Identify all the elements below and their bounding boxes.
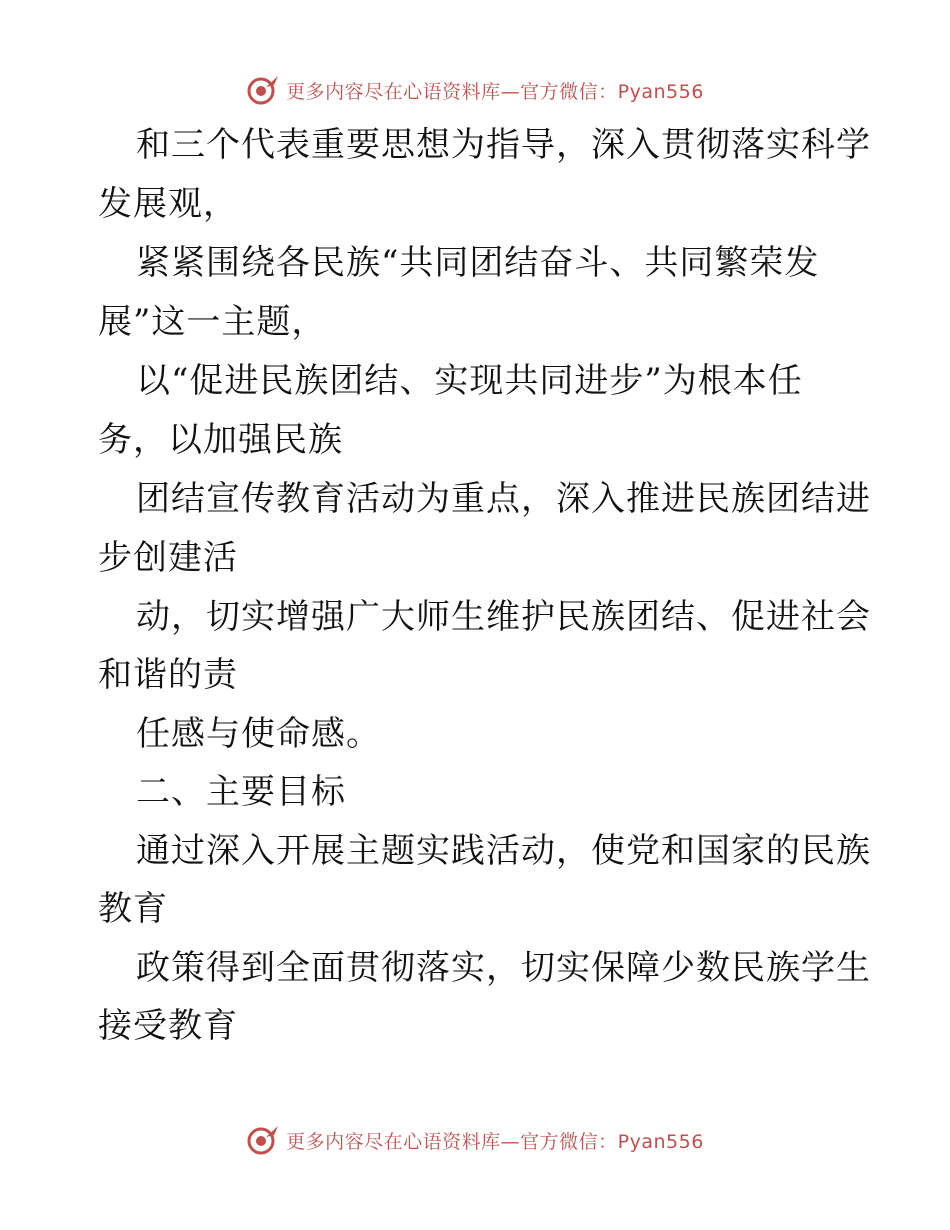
text-line: 发展观， (98, 184, 238, 224)
text-line: 接受教育 (98, 1006, 238, 1046)
footer-banner-text: 更多内容尽在心语资料库—官方微信：Pyan556 (286, 1130, 704, 1153)
text-line: 以“促进民族团结、实现共同进步”为根本任 (136, 361, 803, 401)
text-line: 通过深入开展主题实践活动，使党和国家的民族 (136, 831, 871, 871)
text-line: 和谐的责 (98, 655, 238, 695)
text-line: 教育 (98, 889, 168, 929)
text-line: 团结宣传教育活动为重点，深入推进民族团结进 (136, 479, 871, 519)
text-line: 和三个代表重要思想为指导，深入贯彻落实科学 (136, 125, 871, 165)
text-line: 步创建活 (98, 538, 238, 578)
text-line: 展”这一主题， (98, 302, 327, 342)
text-line: 紧紧围绕各民族“共同团结奋斗、共同繁荣发 (136, 243, 820, 283)
section-heading: 二、主要目标 (136, 772, 346, 812)
quill-swirl-logo-icon (246, 1123, 280, 1157)
text-line: 任感与使命感。 (136, 714, 381, 754)
text-line: 动，切实增强广大师生维护民族团结、促进社会 (136, 597, 871, 637)
text-line: 政策得到全面贯彻落实，切实保障少数民族学生 (136, 948, 871, 988)
text-line: 务，以加强民族 (98, 420, 343, 460)
header-banner-text: 更多内容尽在心语资料库—官方微信：Pyan556 (286, 80, 704, 103)
footer-banner (0, 1120, 950, 1160)
